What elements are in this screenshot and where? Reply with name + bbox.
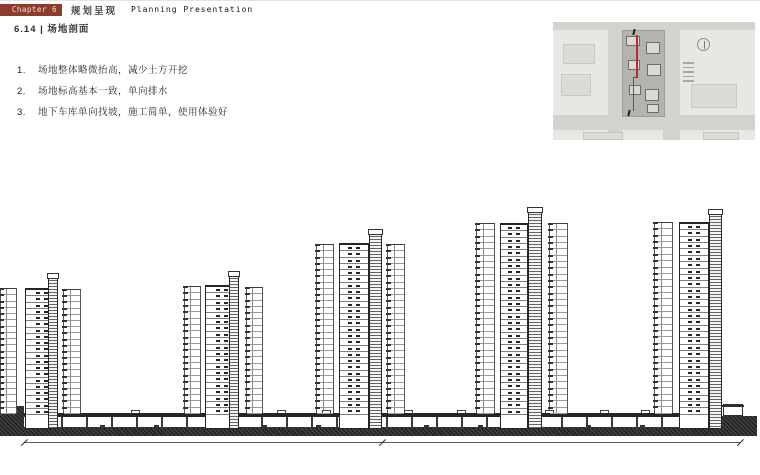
garage-column xyxy=(61,417,63,428)
tower-section xyxy=(679,222,709,429)
tower-elevation xyxy=(387,244,405,413)
garage-column xyxy=(136,417,138,428)
garage-column xyxy=(386,417,388,428)
garage-column xyxy=(286,417,288,428)
parked-car-mark xyxy=(478,425,483,427)
parked-car-mark xyxy=(424,425,429,427)
garage-column xyxy=(661,417,663,428)
section-title-en: Planning Presentation xyxy=(131,5,254,14)
core-roof-cap xyxy=(47,273,59,279)
note-text: 场地标高基本一致，单向排水 xyxy=(38,86,169,97)
garage-column xyxy=(636,417,638,428)
garage-column xyxy=(561,417,563,428)
chapter-badge: Chapter 6 xyxy=(0,4,62,16)
garage-column xyxy=(461,417,463,428)
garage-column xyxy=(161,417,163,428)
core-roof-cap xyxy=(228,271,240,277)
floor-line xyxy=(1,408,16,414)
floor-line xyxy=(247,408,262,414)
tower-core xyxy=(369,232,382,429)
floor-line xyxy=(185,408,200,414)
basement-floor-slab xyxy=(24,428,712,436)
floor-line xyxy=(340,408,368,414)
ground-vent xyxy=(600,410,609,413)
ground-vent xyxy=(404,410,413,413)
core-roof-cap xyxy=(368,229,383,235)
tower-elevation xyxy=(476,223,495,413)
ground-vent xyxy=(457,410,466,413)
garage-column xyxy=(486,417,488,428)
ground-vent xyxy=(641,410,650,413)
parked-car-mark xyxy=(154,425,159,427)
floor-line xyxy=(64,408,80,414)
parked-car-mark xyxy=(586,425,591,427)
floor-line xyxy=(680,408,708,414)
tower-elevation xyxy=(316,244,334,413)
ground-vent xyxy=(322,410,331,413)
floor-line xyxy=(501,409,527,415)
tower-section xyxy=(339,243,369,429)
ground-vent xyxy=(545,410,554,413)
garage-column xyxy=(311,417,313,428)
section-title-zh: 规划呈现 xyxy=(71,6,118,17)
parked-car-mark xyxy=(262,425,267,427)
note-text: 地下车库单向找坡，施工简单，使用体验好 xyxy=(38,107,229,118)
note-text: 场地整体略微抬高，减少土方开挖 xyxy=(38,65,189,76)
tower-section xyxy=(500,223,528,429)
tower-elevation xyxy=(184,286,201,413)
ground-kiosk xyxy=(723,404,743,416)
tower-elevation xyxy=(246,287,263,413)
tower-elevation xyxy=(549,223,568,413)
parked-car-mark xyxy=(100,425,105,427)
tower-core xyxy=(229,274,239,429)
tower-core xyxy=(709,212,722,429)
garage-column xyxy=(111,417,113,428)
garage-column xyxy=(86,417,88,428)
ground-vent xyxy=(277,410,286,413)
note-number: 1. xyxy=(17,65,26,76)
tower-elevation xyxy=(63,289,81,413)
garage-column xyxy=(411,417,413,428)
garage-column xyxy=(611,417,613,428)
garage-column xyxy=(436,417,438,428)
core-roof-cap xyxy=(708,209,723,215)
parked-car-mark xyxy=(316,425,321,427)
core-roof-cap xyxy=(527,207,543,213)
dimension-tick xyxy=(737,439,744,446)
garage-column xyxy=(336,417,338,428)
note-number: 2. xyxy=(17,86,26,97)
parked-car-mark xyxy=(640,425,645,427)
garage-column xyxy=(186,417,188,428)
tower-elevation xyxy=(654,222,673,413)
page-title: 6.14 | 场地剖面 xyxy=(14,24,90,35)
floor-line xyxy=(655,407,672,413)
floor-line xyxy=(388,408,404,414)
tower-core xyxy=(528,210,542,429)
ground-vent xyxy=(131,410,140,413)
note-number: 3. xyxy=(17,107,26,118)
tower-elevation xyxy=(0,288,17,413)
floor-line xyxy=(477,408,494,414)
tower-core xyxy=(48,276,58,429)
